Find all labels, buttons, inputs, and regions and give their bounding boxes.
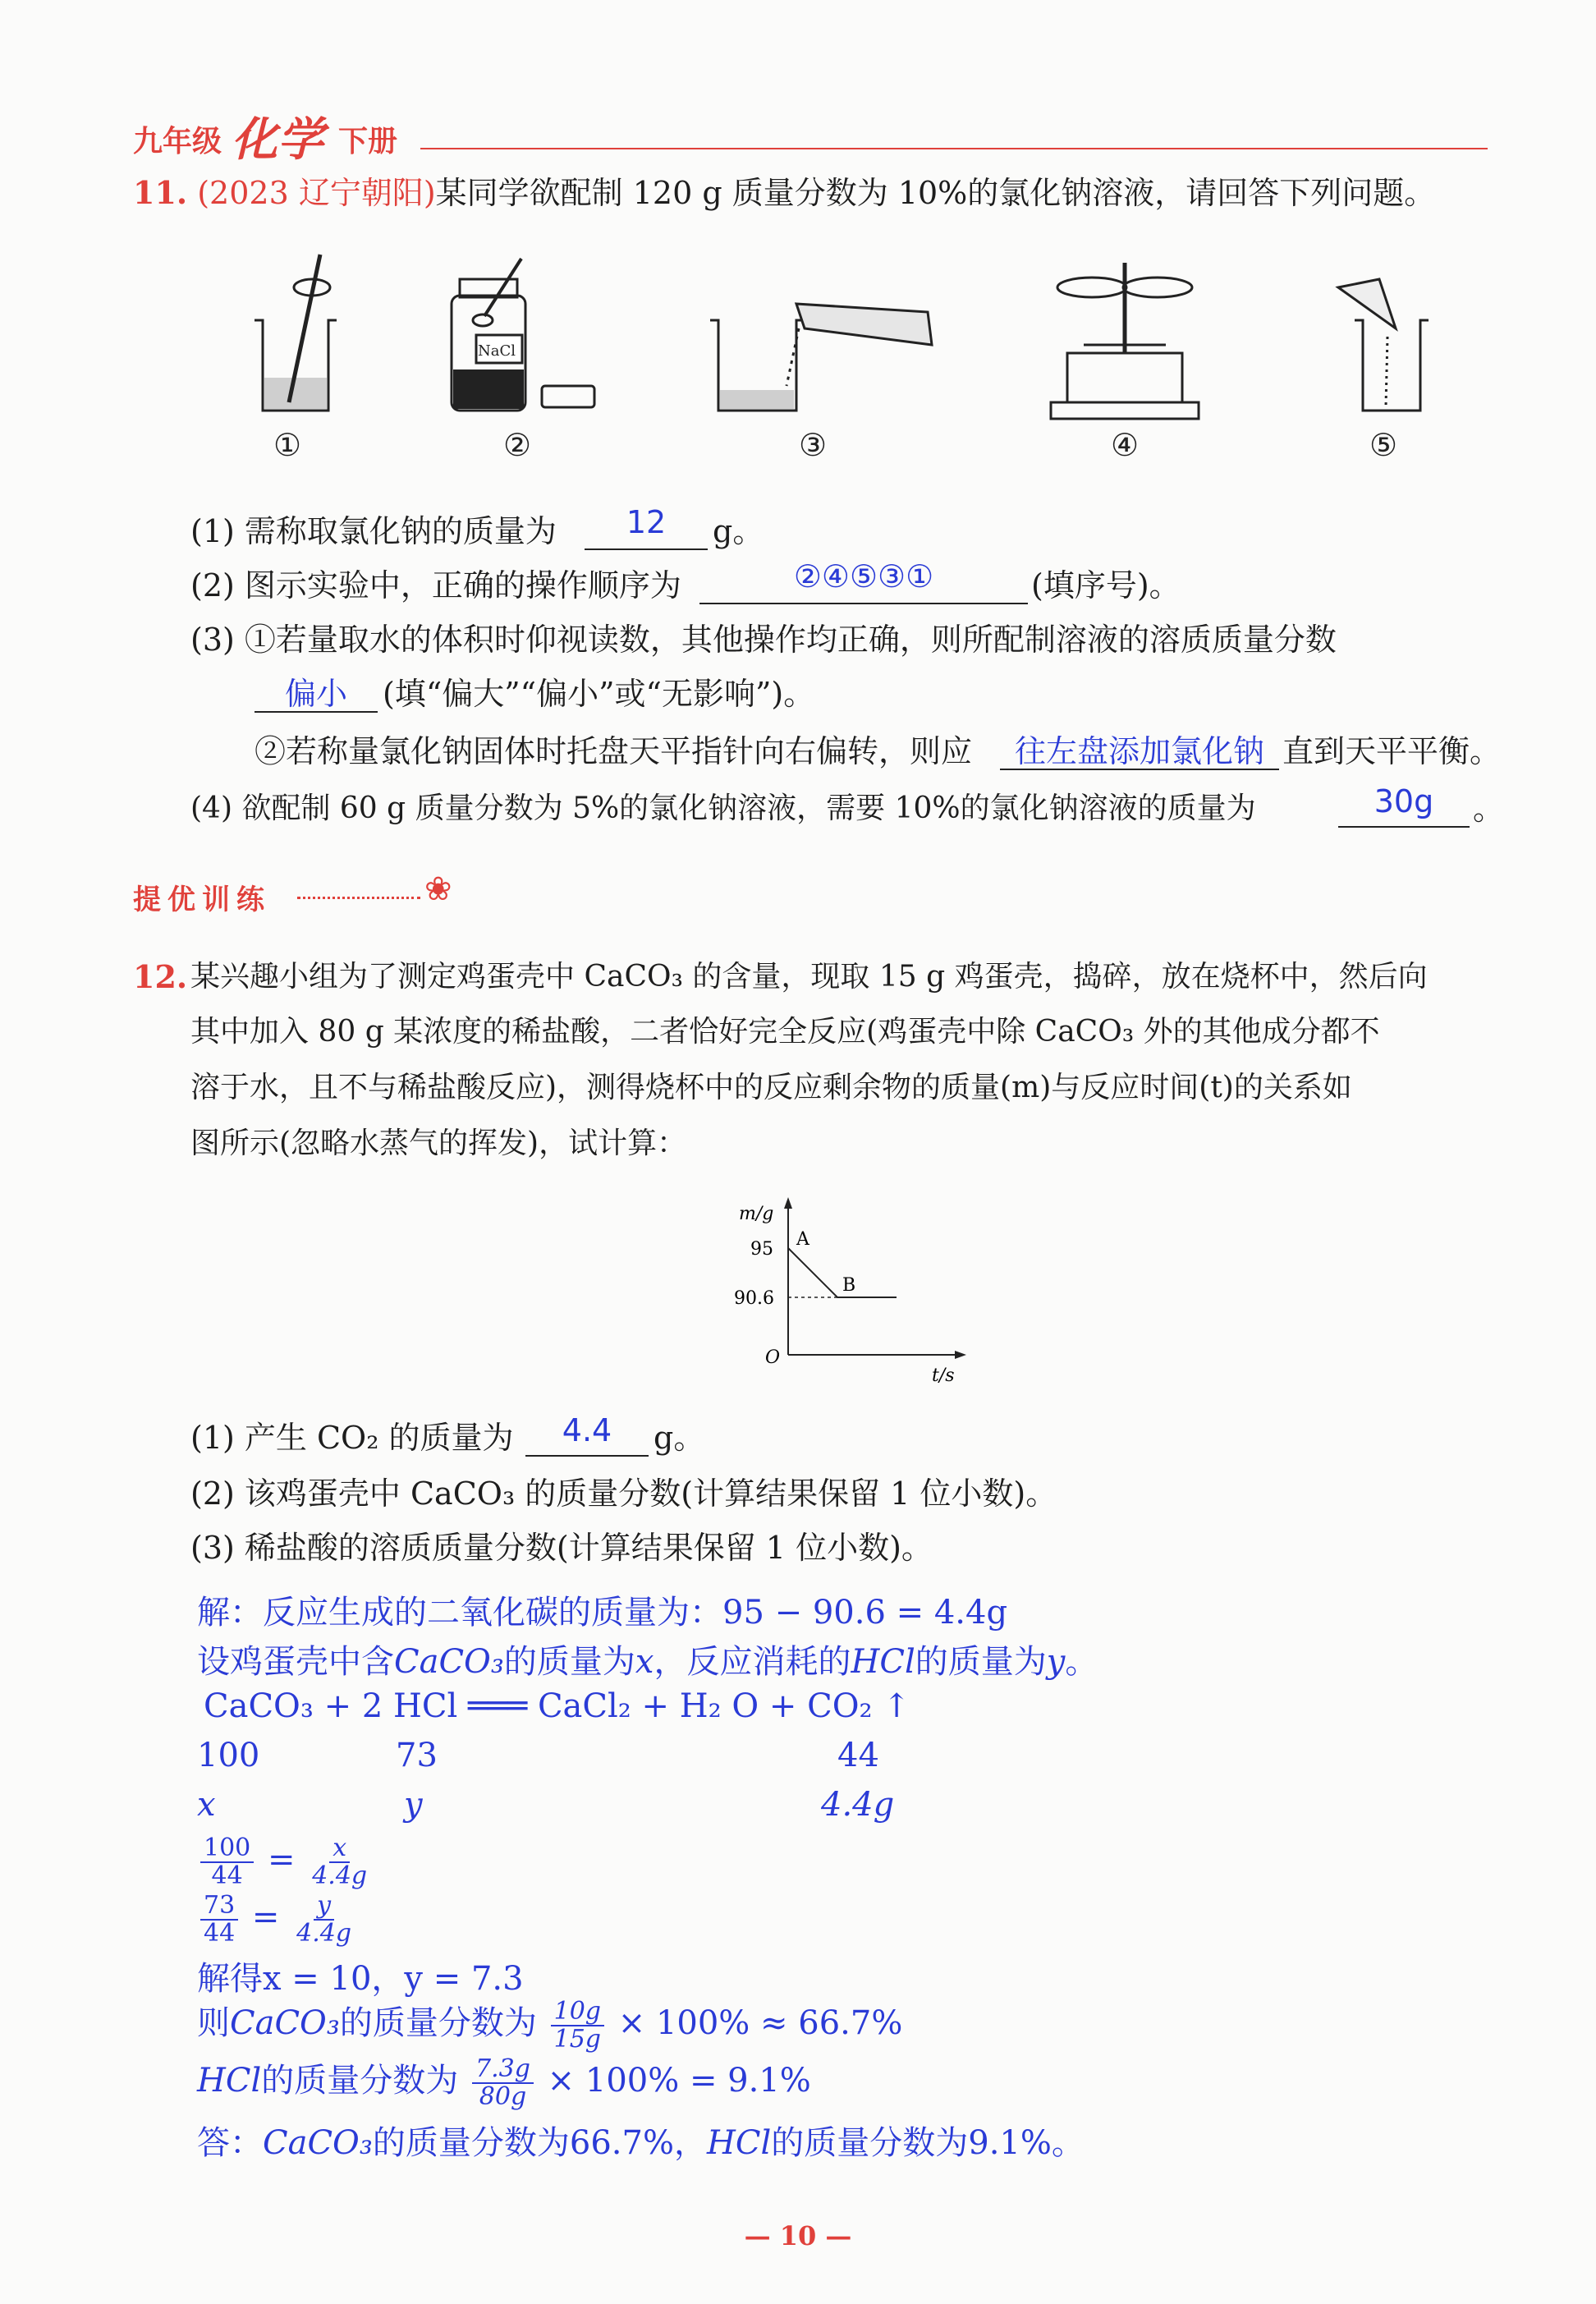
proportion-1 [197,1835,374,1889]
caco3-l-a: 则 [197,2004,230,2042]
q12-stem-line4: 图所示(忽略水蒸气的挥发)，试计算： [190,1127,687,1160]
q11-part2-blank [699,603,1028,604]
frac2-right: $\frac{y}{4.4g}$ [296,1891,352,1948]
nacl-label: NaCl [478,342,516,360]
sol-l2-x: x [635,1643,654,1681]
q11-part2-prefix: (2) 图示实验中，正确的操作顺序为 [190,567,681,604]
q12-stem-line2: 其中加入 80 g 某浓度的稀盐酸，二者恰好完全反应(鸡蛋壳中除 CaCO₃ 外的其他成分都不 [190,1015,1380,1049]
flower-icon: ❀ [424,870,452,908]
q12-part2: (2) 该鸡蛋壳中 CaCO₃ 的质量分数(计算结果保留 1 位小数)。 [190,1476,1057,1512]
frac1-right: $\frac{x}{4.4g}$ [312,1834,368,1890]
chemical-equation: CaCO₃ + 2 HCl ═══ CaCl₂ + H₂ O + CO₂ ↑ [204,1687,910,1725]
q11-part3b-prefix: ②若称量氯化钠固体时托盘天平指针向右偏转，则应 [255,733,973,769]
hcl-l-b: 的质量分数为 [261,2062,459,2100]
q11-part3b-suffix: 直到天平平衡。 [1282,733,1502,769]
caco3-fraction-line [197,1997,902,2053]
header-grade: 九年级 [133,125,222,158]
section-title: 提优训练 [133,884,271,916]
section-header [133,870,461,920]
y-tick-95: 95 [750,1239,773,1260]
hcl-l-c: × 100% = 9.1% [547,2062,811,2100]
q11-part1-blank [585,548,708,550]
q12-part1-prefix: (1) 产生 CO₂ 的质量为 [190,1420,514,1456]
solve-values: x = 10，y = 7.3 [263,1960,524,1998]
ratio-co2: 44 [837,1737,879,1774]
sol-l2-g: 的质量为 [915,1643,1047,1681]
y-tick-90-6: 90.6 [734,1288,774,1309]
x-axis-label: t/s [932,1365,955,1386]
sol-l2-y: y [1046,1643,1066,1681]
y-axis-arrow [784,1197,792,1209]
page-header [133,107,1488,167]
q12-part1-answer: 4.4 [562,1412,612,1448]
q11-part3-prefix: (3) ①若量取水的体积时仰视读数，其他操作均正确，则所配制溶液的溶质质量分数 [190,622,1337,658]
q11-part3a-answer: 偏小 [284,676,347,712]
hcl-frac: $\frac{7.3g}{80g}$ [472,2056,534,2110]
equals-1: = [267,1841,296,1879]
q11-part3b-answer: 往左盘添加氯化钠 [1014,733,1264,769]
ratio-hcl: 73 [396,1737,438,1774]
solve-result [197,1953,524,1999]
equals-2: = [251,1898,280,1936]
q11-source: (2023 辽宁朝阳) [197,175,436,211]
caco3-frac: $\frac{10g}{15g}$ [551,1999,604,2053]
unknown-y: y [404,1786,423,1824]
q12-stem-line1: 某兴趣小组为了测定鸡蛋壳中 CaCO₃ 的含量，现取 15 g 鸡蛋壳，捣碎，放在烧杯中，然后向 [190,960,1428,994]
q11-part4-answer: 30g [1374,783,1434,819]
q11-part2-suffix: (填序号)。 [1031,567,1181,604]
q11-apparatus-figure [238,238,1453,476]
sol-l2-hcl: HCl [851,1643,915,1681]
q11-part1-prefix: (1) 需称取氯化钠的质量为 [190,513,557,549]
header-volume: 下册 [338,125,398,158]
point-label-b: B [842,1275,856,1296]
q11-part4-prefix: (4) 欲配制 60 g 质量分数为 5%的氯化钠溶液，需要 10%的氯化钠溶液的质量为 [190,792,1256,825]
sol-l2-e: ，反应消耗的 [654,1643,851,1681]
q11-text: 某同学欲配制 120 g 质量分数为 10%的氯化钠溶液，请回答下列问题。 [435,175,1436,211]
ans-e: 的质量分数为9.1%。 [771,2124,1085,2162]
proportion-2 [197,1893,358,1947]
x-axis-arrow [955,1351,966,1359]
hcl-l-a: HCl [197,2062,262,2100]
ans-c: 的质量分数为66.7%， [372,2124,707,2162]
sol-l2-caco3: CaCO₃ [394,1643,504,1681]
sol-l2-i: 。 [1065,1643,1098,1681]
q12-stem-line3: 溶于水，且不与稀盐酸反应)，测得烧杯中的反应剩余物的质量(m)与反应时间(t)的关系如 [190,1071,1352,1104]
q11-part1-suffix: g。 [713,513,764,549]
q11-part4-suffix: 。 [1473,791,1505,827]
origin-label: O [765,1347,781,1368]
ratio-caco3: 100 [197,1737,260,1774]
fig-label-3: ③ [798,427,828,463]
caco3-l-b: CaCO₃ [230,2004,340,2042]
q12-part1-blank [525,1455,649,1457]
y-axis-label: m/g [739,1204,774,1224]
point-label-a: A [796,1229,809,1250]
page-number: — 10 — [744,2220,852,2251]
frac2-left: $\frac{73}{44}$ [200,1893,238,1947]
sol-l2-c: 的质量为 [503,1643,635,1681]
q11-number: 11. [133,174,188,211]
q11-part1-answer: 12 [626,504,667,540]
caco3-l-c: 的质量分数为 [339,2004,537,2042]
header-rule [420,148,1488,149]
ans-caco3: CaCO₃ [263,2124,373,2162]
fig-label-5: ⑤ [1369,427,1398,463]
unknown-x: x [197,1786,216,1824]
q11-part4-blank [1338,826,1470,828]
q11-part3a-suffix: (填“偏大”“偏小”或“无影响”)。 [383,676,815,712]
q12-part3: (3) 稀盐酸的溶质质量分数(计算结果保留 1 位小数)。 [190,1530,933,1566]
section-dots [297,897,420,899]
fig-label-1: ① [273,427,302,463]
ans-hcl: HCl [706,2124,772,2162]
final-answer [197,2117,1085,2164]
q12-mass-time-chart [722,1191,985,1388]
ans-a: 答： [197,2124,263,2162]
solve-prefix: 解得 [197,1960,263,1998]
hcl-fraction-line [197,2054,811,2110]
header-subject: 化学 [232,113,323,167]
caco3-l-d: × 100% ≈ 66.7% [617,2004,903,2042]
mass-co2: 4.4g [821,1786,895,1824]
fig-label-4: ④ [1110,427,1140,463]
sol-l2-a: 设鸡蛋壳中含 [197,1643,394,1681]
solution-line2 [197,1636,1098,1682]
q12-part1-suffix: g。 [654,1420,705,1456]
solution-line1: 解：反应生成的二氧化碳的质量为：95 − 90.6 = 4.4g [197,1594,1008,1632]
frac1-left: $\frac{100}{44}$ [200,1835,254,1889]
fig-label-2: ② [502,427,532,463]
q11-stem [133,172,1435,213]
q12-number: 12. [133,958,188,995]
q11-part2-answer: ②④⑤③① [793,558,934,594]
